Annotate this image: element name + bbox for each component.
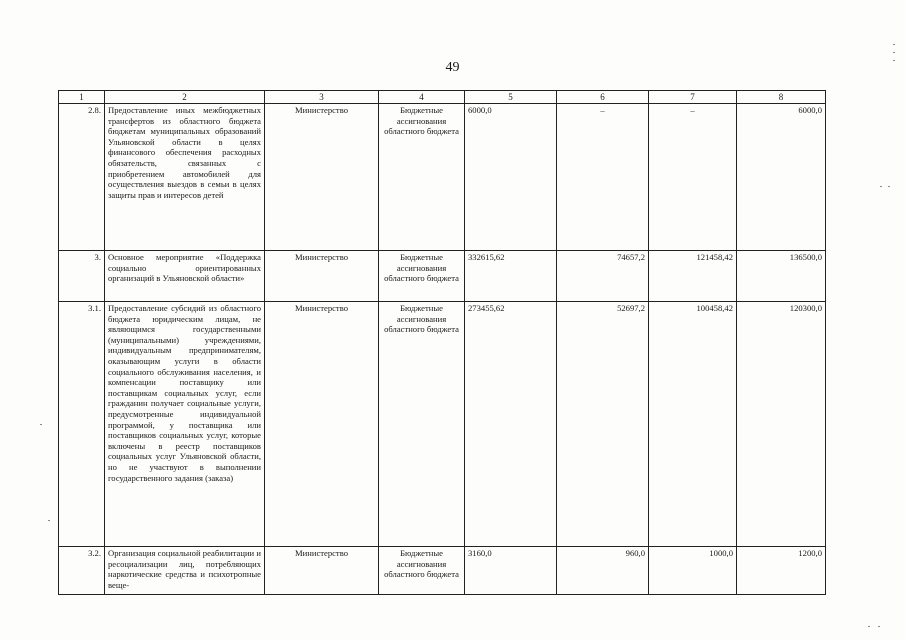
total-amount: 273455,62 <box>465 302 557 547</box>
header-col-2: 2 <box>105 91 265 104</box>
measure-name: Организация социальной реабилитации и ресоциализации лиц, потребляющих наркотические средства и психотропные веще- <box>105 547 265 595</box>
executor: Министерство <box>265 251 379 302</box>
header-col-4: 4 <box>379 91 465 104</box>
executor: Министерство <box>265 547 379 595</box>
scan-speck <box>40 424 42 425</box>
year2-amount: 121458,42 <box>649 251 737 302</box>
executor: Министерство <box>265 104 379 251</box>
year1-amount: 52697,2 <box>557 302 649 547</box>
table-row <box>59 251 826 302</box>
row-number: 3. <box>59 251 105 302</box>
year2-amount: 1000,0 <box>649 547 737 595</box>
scan-speck <box>48 520 50 521</box>
year3-amount: 6000,0 <box>737 104 826 251</box>
year3-amount: 120300,0 <box>737 302 826 547</box>
table-row <box>59 104 826 251</box>
year3-amount: 1200,0 <box>737 547 826 595</box>
year2-amount: 100458,42 <box>649 302 737 547</box>
scan-speck <box>880 186 882 187</box>
row-number: 3.1. <box>59 302 105 547</box>
row-number: 3.2. <box>59 547 105 595</box>
year1-amount: 74657,2 <box>557 251 649 302</box>
year1-amount: – <box>557 104 649 251</box>
scan-speck <box>888 186 890 187</box>
budget-table <box>58 90 826 595</box>
funding-source: Бюджетные ассигнования областного бюджета <box>379 104 465 251</box>
page-number: 49 <box>445 60 460 75</box>
funding-source: Бюджетные ассигнования областного бюджета <box>379 302 465 547</box>
scan-speck <box>878 626 880 627</box>
header-col-6: 6 <box>557 91 649 104</box>
funding-source: Бюджетные ассигнования областного бюджета <box>379 251 465 302</box>
year3-amount: 136500,0 <box>737 251 826 302</box>
table-header-row <box>59 91 826 104</box>
funding-source: Бюджетные ассигнования областного бюджета <box>379 547 465 595</box>
header-col-1: 1 <box>59 91 105 104</box>
table-row <box>59 547 826 595</box>
scan-speck <box>893 44 895 45</box>
row-number: 2.8. <box>59 104 105 251</box>
header-col-8: 8 <box>737 91 826 104</box>
total-amount: 332615,62 <box>465 251 557 302</box>
scan-speck <box>868 626 870 627</box>
scan-speck <box>893 60 895 61</box>
header-col-5: 5 <box>465 91 557 104</box>
measure-name: Предоставление субсидий из областного бюджета юридическим лицам, не являющимся государственными (муниципальными) учреждениями, индивидуальным предпринимателям, оказывающим услуги в области социального обслуживания населения, и компенсации поставщику или поставщикам социальных услуг, если гражданин получает социальные услуги, предусмотренные индивидуальной программой, у поставщика или поставщиков социальных услуг, которые включены в реестр поставщиков социальных услуг Ульяновской области, но не участвуют в выполнении государственного задания (заказа) <box>105 302 265 547</box>
year2-amount: – <box>649 104 737 251</box>
measure-name: Предоставление иных межбюджетных трансфертов из областного бюджета бюджетам муниципальных образований Ульяновской области в целях финансового обеспечения расходных обязательств, связанных с приобретением автомобилей для осуществления выездов в семьи в целях защиты прав и интересов детей <box>105 104 265 251</box>
year1-amount: 960,0 <box>557 547 649 595</box>
header-col-7: 7 <box>649 91 737 104</box>
total-amount: 3160,0 <box>465 547 557 595</box>
measure-name: Основное мероприятие «Поддержка социально ориентированных организаций в Ульяновской области» <box>105 251 265 302</box>
executor: Министерство <box>265 302 379 547</box>
scan-speck <box>893 52 895 53</box>
header-col-3: 3 <box>265 91 379 104</box>
table-row <box>59 302 826 547</box>
total-amount: 6000,0 <box>465 104 557 251</box>
